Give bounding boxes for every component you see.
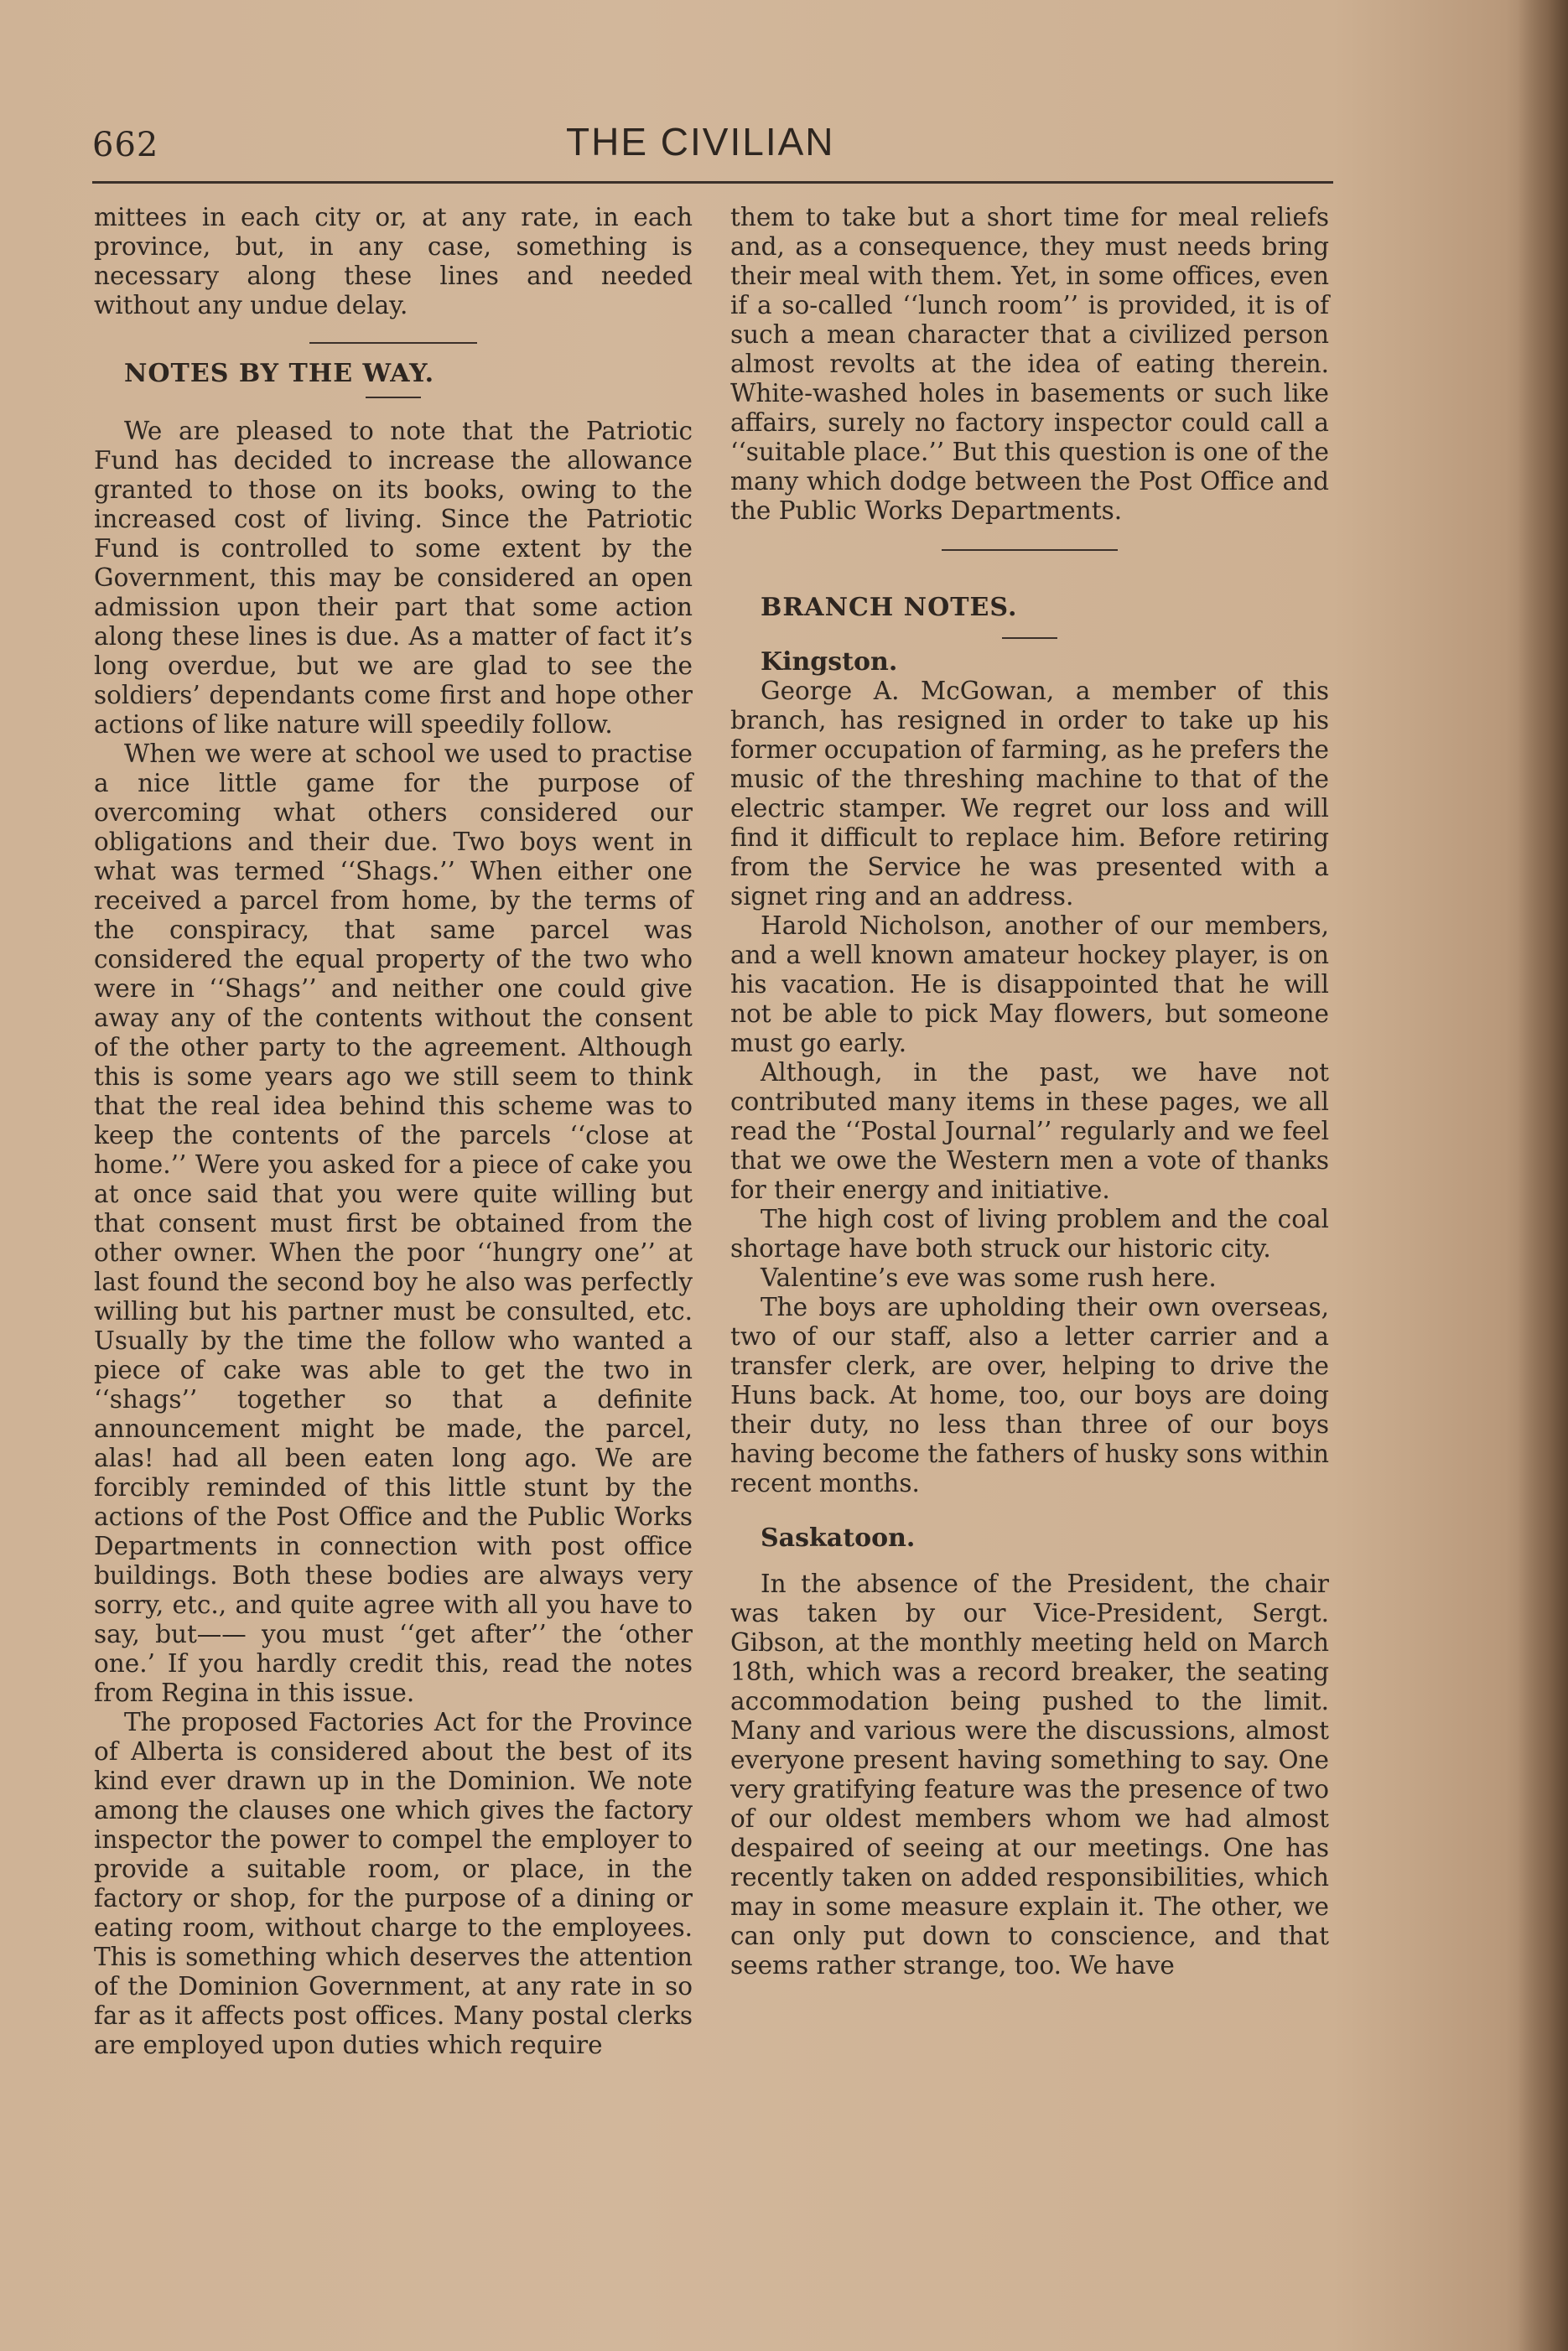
journal-title: THE CIVILIAN — [566, 120, 835, 163]
article-paragraph: We are pleased to note that the Patriotic Fund has decided to increase the allowance granted to those on its books, owing to the increased cost of living. Since the Patriotic Fund is controlled to some extent by the Government, this may be considered an open admission upon their part that some action along these lines is due. As a matter of fact it’s long overdue, but we are glad to see the soldiers’ dependants come first and hope other actions of like nature will speedily follow. — [94, 417, 693, 739]
section-heading-branch-notes: BRANCH NOTES. — [761, 593, 1018, 622]
article-paragraph: Valentine’s eve was some rush here. — [761, 1264, 1217, 1292]
article-paragraph: The high cost of living problem and the coal shortage have both struck our historic city. — [730, 1205, 1329, 1263]
heading-underline — [1002, 637, 1057, 639]
section-heading-notes-by-the-way: NOTES BY THE WAY. — [124, 359, 435, 388]
branch-heading-saskatoon: Saskatoon. — [761, 1523, 916, 1553]
article-paragraph: When we were at school we used to practise a nice little game for the purpose of overcoming what others considered our obligations and their due. Two boys went in what was termed ‘‘Shags.’’ When either one received a parcel from home, by the terms of the conspiracy, that same parcel was considered the equal property of the two who were in ‘‘Shags’’ and neither one could give away any of the contents without the consent of the other party to the agreement. Although this is some years ago we still seem to think that the real idea behind this scheme was to keep the contents of the parcels ‘‘close at home.’’ Were you asked for a piece of cake you at once said that you were quite willing but that consent must first be obtained from the other owner. When the poor ‘‘hungry one’’ at last found the second boy he also was perfectly willing but his partner must be consulted, etc. Usually by the time the follow who wanted a piece of cake was able to get the two in ‘‘shags’’ together so that a definite announcement might be made, the parcel, alas! had all been eaten long ago. We are forcibly reminded of this little stunt by the actions of the Post Office and the Public Works Departments in connection with post office buildings. Both these bodies are always very sorry, etc., and quite agree with all you have to say, but—— you must ‘‘get after’’ the ‘other one.’ If you hardly credit this, read the notes from Regina in this issue. — [94, 740, 693, 1707]
section-divider — [942, 549, 1118, 551]
section-divider — [309, 342, 477, 344]
header-rule — [92, 181, 1333, 184]
article-paragraph: George A. McGowan, a member of this branch, has resigned in order to take up his former occupation of farming, as he prefers the music of the threshing machine to that of the electric stamper. We regret our loss and will find it difficult to replace him. Before retiring from the Service he was presented with a signet ring and an address. — [730, 677, 1329, 911]
continued-paragraph: mittees in each city or, at any rate, in each province, but, in any case, something is necessary along these lines and needed without any undue delay. — [94, 203, 693, 319]
page-number: 662 — [92, 126, 159, 164]
continued-paragraph: them to take but a short time for meal reliefs and, as a consequence, they must needs bring their meal with them. Yet, in some offices, even if a so-called ‘‘lunch room’’ is provided, it is of such a mean character that a civilized person almost revolts at the idea of eating therein. White-washed holes in basements or such like affairs, surely no factory inspector could call a ‘‘suitable place.’’ But this question is one of the many which dodge between the Post Office and the Public Works Departments. — [730, 203, 1329, 525]
left-column — [94, 203, 693, 2060]
article-paragraph: The proposed Factories Act for the Province of Alberta is considered about the best of its kind ever drawn up in the Dominion. We note among the clauses one which gives the factory inspector the power to compel the employer to provide a suitable room, or place, in the factory or shop, for the purpose of a dining or eating room, without charge to the employees. This is something which deserves the attention of the Dominion Government, at any rate in so far as it affects post offices. Many postal clerks are employed upon duties which require — [94, 1708, 693, 2059]
heading-underline — [366, 397, 421, 398]
article-paragraph: Harold Nicholson, another of our members, and a well known amateur hockey player, is on his vacation. He is disappointed that he will not be able to pick May flowers, but someone must go early. — [730, 911, 1329, 1057]
article-paragraph: The boys are upholding their own overseas, two of our staff, also a letter carrier and a transfer clerk, are over, helping to drive the Huns back. At home, too, our boys are doing their duty, no less than three of our boys having become the fathers of husky sons within recent months. — [730, 1293, 1330, 1497]
article-paragraph: Although, in the past, we have not contributed many items in these pages, we all read the ‘‘Postal Journal’’ regularly and we feel that we owe the Western men a vote of thanks for their energy and initiative. — [730, 1058, 1329, 1204]
article-paragraph: In the absence of the President, the chair was taken by our Vice-President, Sergt. Gibson, at the monthly meeting held on March 18th, which was a record breaker, the seating accommodation being pushed to the limit. Many and various were the discussions, almost everyone present having something to say. One very gratifying feature was the presence of two of our oldest members whom we had almost despaired of seeing at our meetings. One has recently taken on added responsibilities, which may in some measure explain it. The other, we can only put down to conscience, and that seems rather strange, too. We have — [730, 1570, 1329, 1980]
page-header — [92, 119, 1333, 174]
page-binding-shadow — [1518, 0, 1568, 2351]
right-column — [730, 203, 1329, 1980]
branch-heading-kingston: Kingston. — [761, 647, 898, 677]
